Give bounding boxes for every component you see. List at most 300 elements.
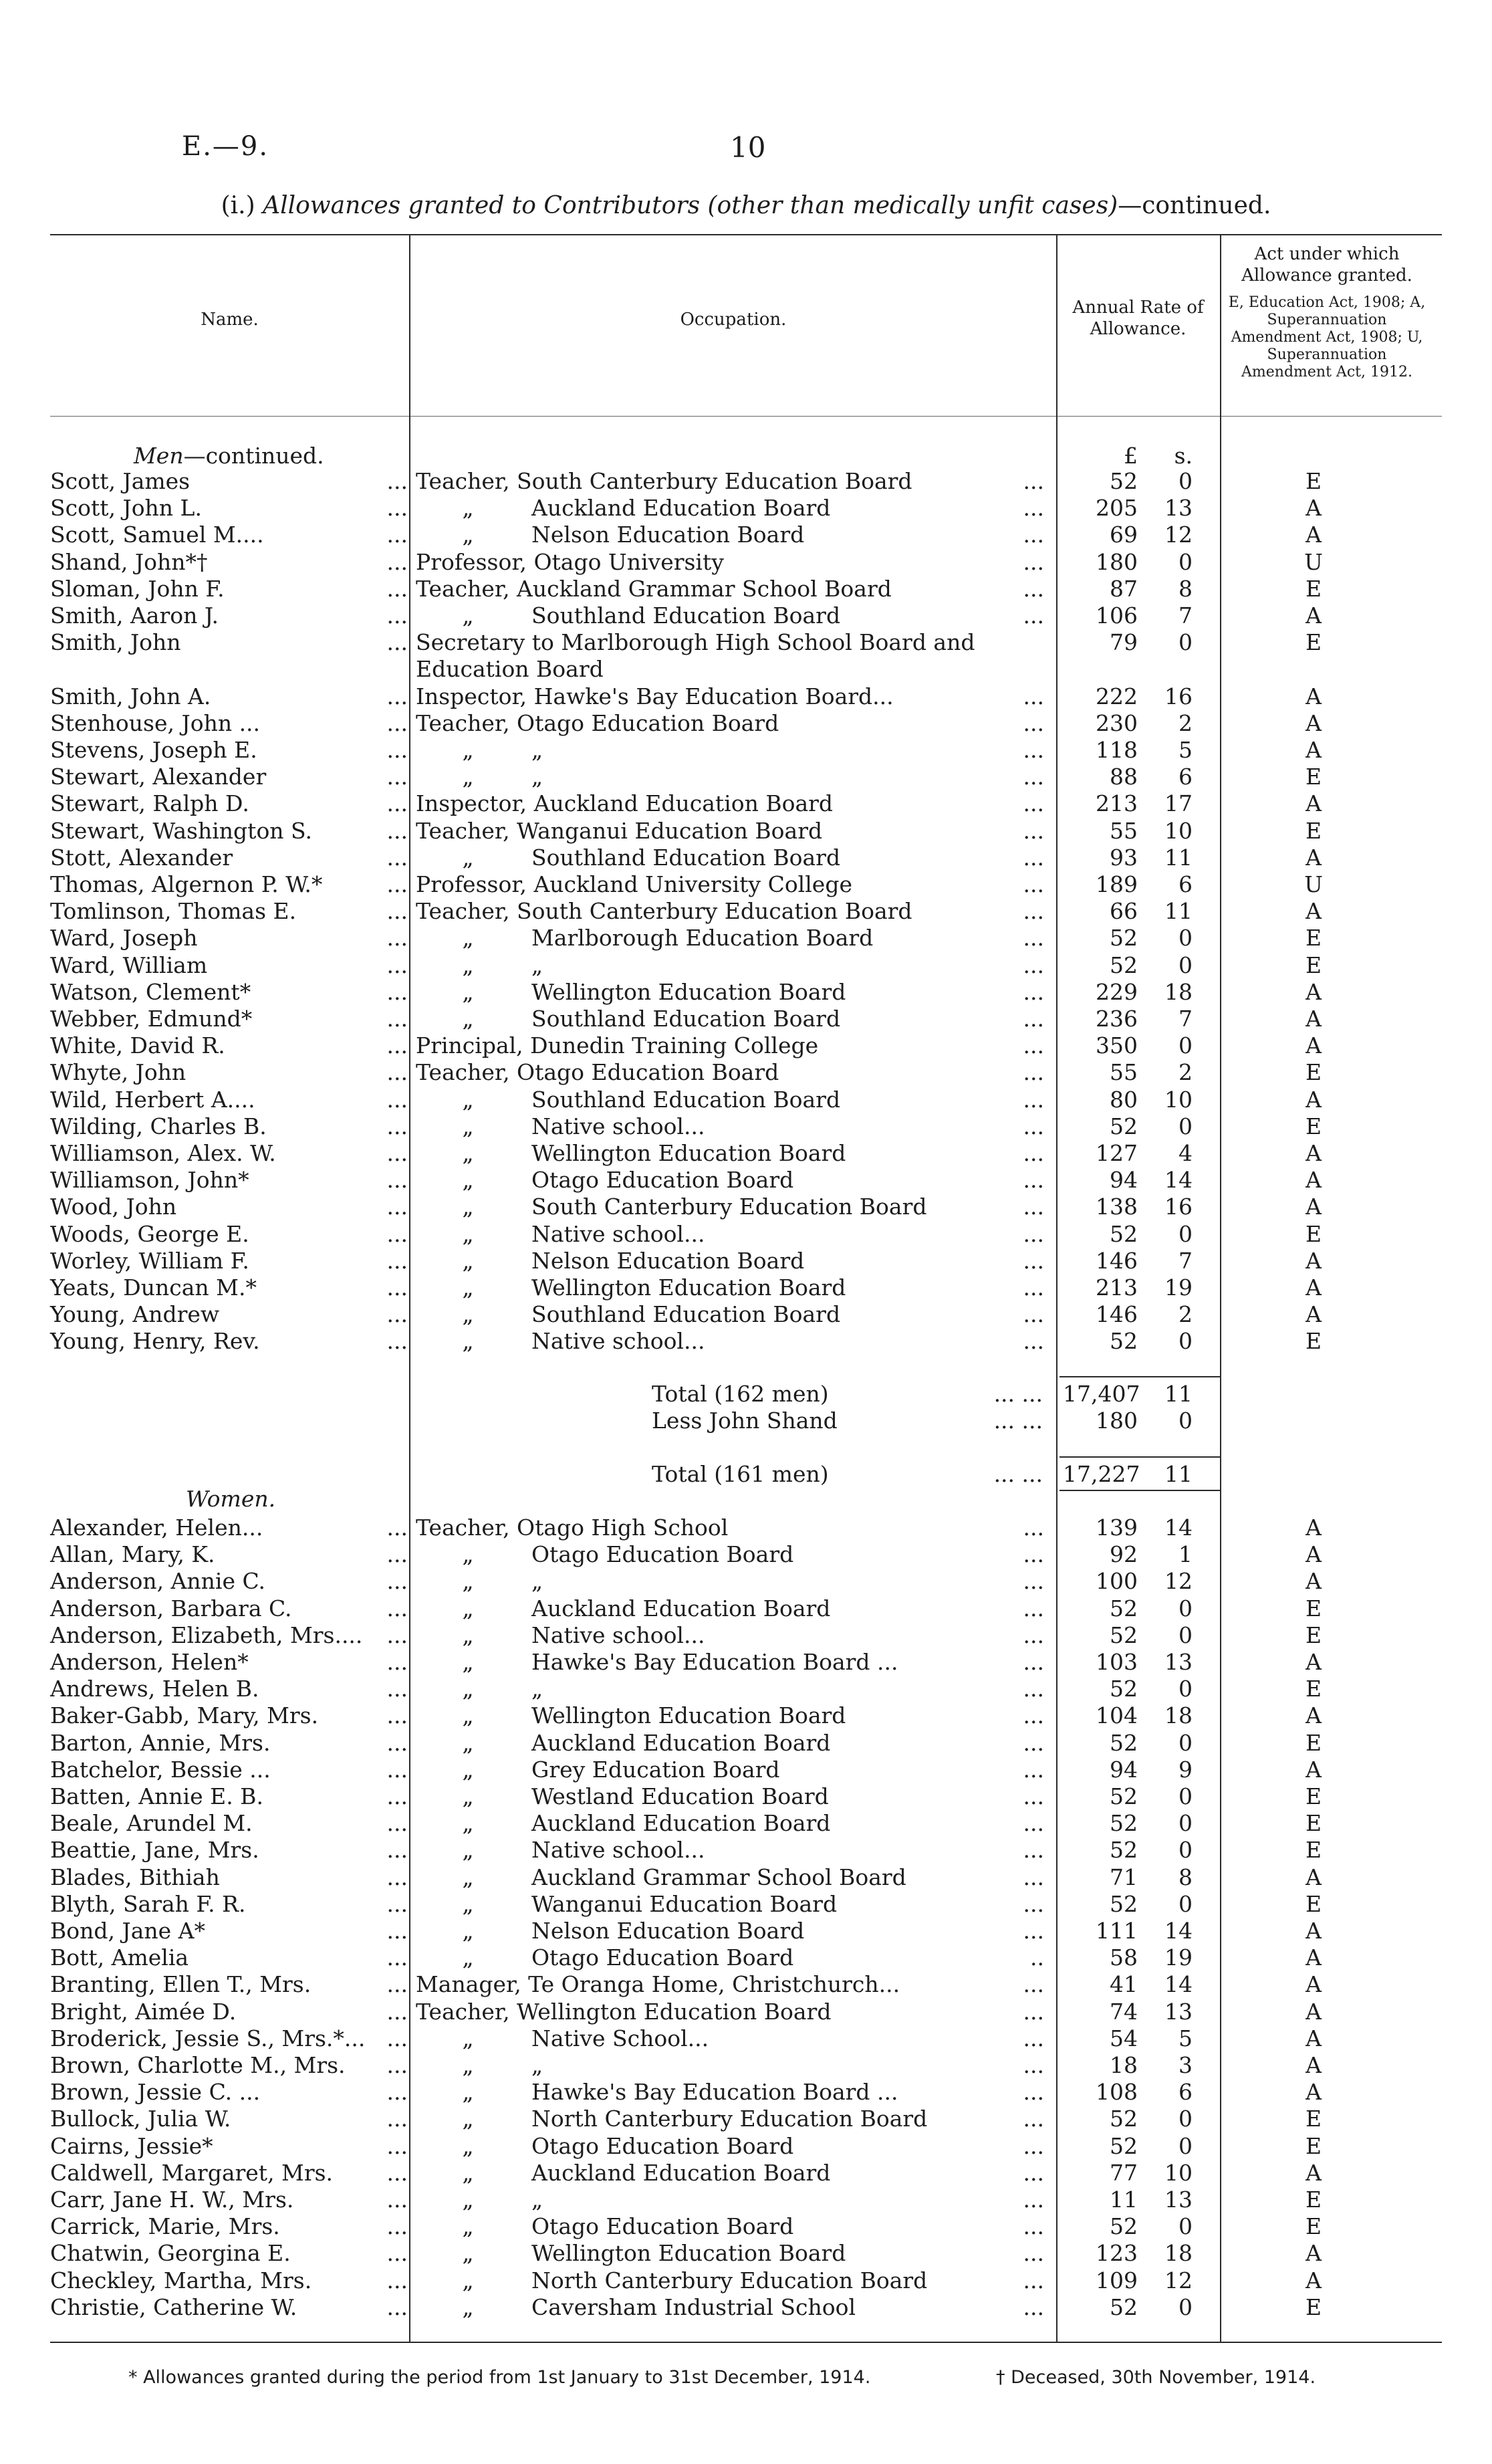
row-act-code: U	[1304, 548, 1323, 575]
row-occupation: Westland Education Board	[531, 1783, 829, 1809]
total-shillings: 11	[1164, 1381, 1193, 1407]
row-pounds: 52	[1110, 2213, 1138, 2240]
row-leader-dots: ...	[1023, 2240, 1044, 2267]
total-mid-rule	[1060, 1456, 1220, 1458]
row-name: Bond, Jane A*	[50, 1918, 205, 1944]
row-act-code: E	[1305, 1729, 1322, 1756]
row-pounds: 52	[1110, 1328, 1138, 1355]
row-act-code: A	[1306, 602, 1322, 629]
table-row	[0, 1113, 1492, 1140]
row-occupation: „	[531, 1676, 543, 1702]
table-row	[0, 2213, 1492, 2240]
row-ditto-mark: „	[462, 2293, 474, 2320]
row-name: Beattie, Jane, Mrs.	[50, 1837, 259, 1864]
row-ditto-mark: „	[462, 522, 474, 548]
row-act-code: A	[1306, 1649, 1322, 1675]
table-row	[0, 1918, 1492, 1944]
row-leader-dots: ...	[1023, 1032, 1044, 1059]
row-leader-dots: ...	[1023, 1515, 1044, 1541]
row-occupation: Teacher, Otago Education Board	[416, 709, 779, 736]
row-ditto-mark: „	[462, 978, 474, 1005]
row-act-code: A	[1306, 2025, 1322, 2051]
row-pounds: 54	[1110, 2025, 1138, 2051]
row-ditto-mark: „	[462, 2213, 474, 2240]
row-pounds: 11	[1110, 2187, 1138, 2213]
row-shillings: 0	[1178, 548, 1193, 575]
page-number: 10	[730, 131, 766, 164]
row-ditto-mark: „	[462, 737, 474, 763]
row-leader: ...	[386, 1059, 408, 1086]
row-occupation: „	[531, 2187, 543, 2213]
row-leader: ...	[386, 1006, 408, 1032]
row-name: Whyte, John	[50, 1059, 186, 1086]
table-row	[0, 2294, 1492, 2321]
row-act-code: A	[1306, 1194, 1322, 1220]
row-leader: ...	[386, 495, 408, 522]
row-occupation: Wanganui Education Board	[531, 1890, 838, 1917]
row-occupation: Teacher, Auckland Grammar School Board	[416, 575, 892, 602]
row-leader: ...	[386, 709, 408, 736]
row-leader-dots: ...	[1023, 2052, 1044, 2078]
row-ditto-mark: „	[462, 1676, 474, 1702]
row-name: Smith, John	[50, 629, 181, 656]
row-occupation: Native school...	[531, 1113, 705, 1139]
table-row	[0, 576, 1492, 602]
row-leader: ...	[386, 1971, 408, 1998]
row-name: Anderson, Annie C.	[50, 1568, 266, 1595]
row-leader-dots: ...	[1023, 1167, 1044, 1194]
row-leader: ...	[386, 1568, 408, 1595]
row-shillings: 14	[1164, 1167, 1193, 1194]
row-leader: ...	[386, 2240, 408, 2267]
table-row	[0, 898, 1492, 925]
row-occupation: Native School...	[531, 2025, 709, 2051]
row-name: Stewart, Ralph D.	[50, 790, 249, 817]
row-occupation: Nelson Education Board	[531, 1918, 805, 1944]
row-act-code: A	[1306, 1167, 1322, 1194]
row-pounds: 146	[1096, 1301, 1138, 1328]
row-leader-dots: ...	[1023, 468, 1044, 494]
row-leader-dots: ...	[1023, 1756, 1044, 1783]
row-name: Christie, Catherine W.	[50, 2293, 297, 2320]
row-ditto-mark: „	[462, 1864, 474, 1890]
row-occupation: Nelson Education Board	[531, 1247, 805, 1274]
row-leader: ...	[386, 2025, 408, 2051]
header-bottom-rule	[50, 416, 1442, 417]
row-occupation: Inspector, Auckland Education Board	[416, 790, 834, 817]
table-row	[0, 1649, 1492, 1676]
table-row	[0, 1006, 1492, 1032]
row-ditto-mark: „	[462, 2052, 474, 2078]
row-leader: ...	[386, 2052, 408, 2078]
row-leader: ...	[386, 1918, 408, 1944]
row-name: Wilding, Charles B.	[50, 1113, 267, 1139]
row-ditto-mark: „	[462, 1702, 474, 1729]
footnote-star: * Allowances granted during the period from 1st January to 31st December, 1914.	[128, 2367, 871, 2388]
total-pounds: 17,407	[1063, 1381, 1140, 1407]
row-leader: ...	[386, 602, 408, 629]
row-shillings: 13	[1164, 2187, 1193, 2213]
caption-suffix: —continued.	[1118, 192, 1271, 219]
row-ditto-mark: „	[462, 495, 474, 522]
row-pounds: 146	[1096, 1247, 1138, 1274]
total-bottom-rule	[1060, 1490, 1220, 1491]
row-pounds: 52	[1110, 468, 1138, 494]
row-name: Anderson, Barbara C.	[50, 1595, 292, 1621]
row-leader-dots: ...	[1023, 495, 1044, 522]
row-leader: ...	[386, 683, 408, 709]
row-act-code: E	[1305, 1595, 1322, 1621]
row-occupation: Principal, Dunedin Training College	[416, 1032, 819, 1059]
row-shillings: 0	[1178, 925, 1193, 951]
row-leader-dots: ...	[1023, 2025, 1044, 2051]
total-row	[0, 1381, 1492, 1408]
row-act-code: A	[1306, 1274, 1322, 1301]
men-title: Men	[134, 443, 184, 469]
row-act-code: A	[1306, 2079, 1322, 2106]
row-shillings: 10	[1164, 817, 1193, 844]
row-pounds: 77	[1110, 2159, 1138, 2186]
row-ditto-mark: „	[462, 1194, 474, 1220]
row-shillings: 0	[1178, 1032, 1193, 1059]
row-leader: ...	[386, 629, 408, 656]
row-pounds: 230	[1096, 709, 1138, 736]
row-pounds: 103	[1096, 1649, 1138, 1675]
row-pounds: 52	[1110, 1621, 1138, 1648]
row-act-code: A	[1306, 844, 1322, 871]
header-top-rule	[50, 234, 1442, 235]
row-name: Stevens, Joseph E.	[50, 737, 257, 763]
row-leader: ...	[386, 844, 408, 871]
row-name: Shand, John*†	[50, 548, 208, 575]
row-leader: ...	[386, 1220, 408, 1247]
row-leader: ...	[386, 2293, 408, 2320]
row-leader: ...	[386, 2106, 408, 2132]
total-leader: ... ...	[993, 1461, 1043, 1487]
row-act-code: E	[1305, 575, 1322, 602]
row-leader: ...	[386, 790, 408, 817]
row-pounds: 139	[1096, 1515, 1138, 1541]
row-leader: ...	[386, 2159, 408, 2186]
row-ditto-mark: „	[462, 1140, 474, 1166]
occupation-column-header: Occupation.	[680, 310, 787, 330]
row-act-code: E	[1305, 2213, 1322, 2240]
table-row	[0, 1059, 1492, 1086]
table-row	[0, 1622, 1492, 1649]
table-row	[0, 522, 1492, 548]
row-pounds: 222	[1096, 683, 1138, 709]
row-leader-dots: ...	[1023, 1676, 1044, 1702]
act-column-title: Act under which Allowance granted.	[1241, 244, 1412, 286]
table-row	[0, 818, 1492, 845]
table-row	[0, 1568, 1492, 1595]
row-leader-dots: ...	[1023, 1702, 1044, 1729]
row-pounds: 213	[1096, 790, 1138, 817]
row-occupation: Native school...	[531, 1837, 705, 1864]
row-leader: ...	[386, 978, 408, 1005]
row-name: Woods, George E.	[50, 1220, 249, 1247]
row-ditto-mark: „	[462, 2187, 474, 2213]
row-act-code: E	[1305, 1783, 1322, 1809]
men-title-suffix: —continued.	[183, 443, 324, 469]
row-act-code: E	[1305, 925, 1322, 951]
row-name: Worley, William F.	[50, 1247, 249, 1274]
table-row	[0, 925, 1492, 951]
row-pounds: 52	[1110, 1890, 1138, 1917]
table-row	[0, 1087, 1492, 1113]
women-section-title: Women.	[186, 1486, 276, 1512]
row-ditto-mark: „	[462, 1621, 474, 1648]
row-leader-dots: ...	[1023, 1729, 1044, 1756]
table-bottom-rule	[50, 2342, 1442, 2343]
row-ditto-mark: „	[462, 2106, 474, 2132]
row-occupation: „	[531, 764, 543, 790]
row-occupation: Auckland Education Board	[531, 2159, 831, 2186]
caption-prefix: (i.)	[221, 192, 255, 219]
row-occupation: Teacher, Wanganui Education Board	[416, 817, 823, 844]
row-act-code: E	[1305, 629, 1322, 656]
row-pounds: 52	[1110, 951, 1138, 978]
row-act-code: E	[1305, 1621, 1322, 1648]
row-occupation: Manager, Te Oranga Home, Christchurch...	[416, 1971, 900, 1998]
row-pounds: 58	[1110, 1944, 1138, 1971]
row-ditto-mark: „	[462, 1890, 474, 1917]
row-name: Alexander, Helen...	[50, 1515, 263, 1541]
row-leader-dots: ...	[1023, 737, 1044, 763]
row-name: Wild, Herbert A....	[50, 1086, 255, 1113]
row-act-code: A	[1306, 898, 1322, 925]
total-label: Less John Shand	[652, 1408, 838, 1434]
row-leader-dots: ...	[1023, 602, 1044, 629]
row-name: Thomas, Algernon P. W.*	[50, 871, 323, 897]
row-leader: ...	[386, 1864, 408, 1890]
row-ditto-mark: „	[462, 1810, 474, 1837]
row-act-code: E	[1305, 1113, 1322, 1139]
row-shillings: 0	[1178, 2293, 1193, 2320]
row-leader-dots: ...	[1023, 844, 1044, 871]
row-shillings: 18	[1164, 978, 1193, 1005]
row-leader: ...	[386, 2132, 408, 2159]
row-name: Caldwell, Margaret, Mrs.	[50, 2159, 334, 2186]
row-shillings: 16	[1164, 683, 1193, 709]
row-act-code: E	[1305, 2187, 1322, 2213]
row-act-code: A	[1306, 2267, 1322, 2293]
row-shillings: 18	[1164, 1702, 1193, 1729]
table-row	[0, 1301, 1492, 1328]
row-leader-dots: ...	[1023, 1086, 1044, 1113]
total-label: Total (161 men)	[652, 1461, 829, 1487]
total-pounds: 180	[1096, 1408, 1138, 1434]
row-shillings: 8	[1178, 1864, 1193, 1890]
row-occupation: Teacher, South Canterbury Education Board	[416, 898, 912, 925]
total-leader: ... ...	[993, 1381, 1043, 1407]
row-leader-dots: ...	[1023, 2293, 1044, 2320]
row-shillings: 0	[1178, 1595, 1193, 1621]
row-pounds: 41	[1110, 1971, 1138, 1998]
row-ditto-mark: „	[462, 2267, 474, 2293]
row-shillings: 10	[1164, 1086, 1193, 1113]
table-row	[0, 1194, 1492, 1220]
table-row	[0, 1328, 1492, 1355]
row-leader-dots: ...	[1023, 1247, 1044, 1274]
row-shillings: 0	[1178, 2132, 1193, 2159]
row-name: Bullock, Julia W.	[50, 2106, 231, 2132]
table-row	[0, 1541, 1492, 1568]
row-shillings: 0	[1178, 1890, 1193, 1917]
row-act-code: A	[1306, 709, 1322, 736]
table-row	[0, 845, 1492, 871]
row-act-code: E	[1305, 817, 1322, 844]
row-act-code: A	[1306, 1086, 1322, 1113]
row-leader-dots: ...	[1023, 951, 1044, 978]
row-shillings: 0	[1178, 1220, 1193, 1247]
row-ditto-mark: „	[462, 844, 474, 871]
row-occupation: „	[531, 2052, 543, 2078]
row-occupation: Native school...	[531, 1621, 705, 1648]
table-row	[0, 871, 1492, 898]
rate-column-header: Annual Rate of Allowance.	[1072, 298, 1204, 339]
units-row	[0, 443, 1492, 469]
row-ditto-mark: „	[462, 925, 474, 951]
row-occupation: Auckland Education Board	[531, 1729, 831, 1756]
row-pounds: 118	[1096, 737, 1138, 763]
row-shillings: 17	[1164, 790, 1193, 817]
row-leader: ...	[386, 1944, 408, 1971]
row-shillings: 4	[1178, 1140, 1193, 1166]
row-name: Young, Henry, Rev.	[50, 1328, 260, 1355]
row-ditto-mark: „	[462, 1944, 474, 1971]
row-shillings: 6	[1178, 2079, 1193, 2106]
row-ditto-mark: „	[462, 2132, 474, 2159]
row-shillings: 0	[1178, 1837, 1193, 1864]
row-shillings: 0	[1178, 1729, 1193, 1756]
row-occupation: Inspector, Hawke's Bay Education Board...	[416, 683, 894, 709]
row-pounds: 52	[1110, 1595, 1138, 1621]
row-leader: ...	[386, 1301, 408, 1328]
table-row	[0, 764, 1492, 790]
row-occupation: Auckland Education Board	[531, 495, 831, 522]
table-row	[0, 1730, 1492, 1757]
row-occupation: Education Board	[416, 656, 604, 683]
row-leader: ...	[386, 548, 408, 575]
row-pounds: 18	[1110, 2052, 1138, 2078]
row-leader: ...	[386, 1783, 408, 1809]
row-name: Bott, Amelia	[50, 1944, 189, 1971]
row-ditto-mark: „	[462, 2025, 474, 2051]
row-pounds: 55	[1110, 1059, 1138, 1086]
table-row	[0, 1248, 1492, 1274]
row-ditto-mark: „	[462, 1328, 474, 1355]
row-name: Stenhouse, John ...	[50, 709, 261, 736]
row-leader-dots: ...	[1023, 1621, 1044, 1648]
row-act-code: A	[1306, 737, 1322, 763]
row-occupation: Auckland Grammar School Board	[531, 1864, 906, 1890]
row-ditto-mark: „	[462, 764, 474, 790]
table-row	[0, 2106, 1492, 2132]
row-leader: ...	[386, 1676, 408, 1702]
row-leader: ...	[386, 737, 408, 763]
row-pounds: 104	[1096, 1702, 1138, 1729]
row-pounds: 71	[1110, 1864, 1138, 1890]
table-row	[0, 2267, 1492, 2294]
row-leader-dots: ...	[1023, 1113, 1044, 1139]
row-act-code: E	[1305, 764, 1322, 790]
row-pounds: 106	[1096, 602, 1138, 629]
row-name: Anderson, Helen*	[50, 1649, 249, 1675]
row-leader: ...	[386, 1890, 408, 1917]
row-leader-dots: ...	[1023, 1595, 1044, 1621]
row-occupation: „	[531, 737, 543, 763]
total-shillings: 11	[1164, 1461, 1193, 1487]
row-pounds: 88	[1110, 764, 1138, 790]
table-row	[0, 1676, 1492, 1702]
row-leader: ...	[386, 1247, 408, 1274]
row-ditto-mark: „	[462, 1756, 474, 1783]
row-act-code: E	[1305, 1676, 1322, 1702]
row-leader: ...	[386, 1032, 408, 1059]
row-occupation: Teacher, Otago Education Board	[416, 1059, 779, 1086]
row-leader-dots: ...	[1023, 2132, 1044, 2159]
row-occupation: Teacher, Otago High School	[416, 1515, 729, 1541]
row-occupation: Southland Education Board	[531, 1086, 841, 1113]
caption-title: Allowances granted to Contributors (other than medically unfit cases)	[263, 192, 1118, 219]
row-shillings: 0	[1178, 1328, 1193, 1355]
row-occupation: Nelson Education Board	[531, 522, 805, 548]
total-shillings: 0	[1178, 1408, 1193, 1434]
row-shillings: 0	[1178, 1113, 1193, 1139]
pound-unit: £	[1124, 443, 1138, 469]
row-name: Stott, Alexander	[50, 844, 233, 871]
row-name: Stewart, Alexander	[50, 764, 267, 790]
row-ditto-mark: „	[462, 1783, 474, 1809]
row-name: Stewart, Washington S.	[50, 817, 312, 844]
row-leader-dots: ...	[1023, 548, 1044, 575]
row-shillings: 0	[1178, 1783, 1193, 1809]
row-shillings: 8	[1178, 575, 1193, 602]
row-occupation: Southland Education Board	[531, 602, 841, 629]
row-leader: ...	[386, 817, 408, 844]
row-pounds: 74	[1110, 1998, 1138, 2025]
row-leader-dots: ...	[1023, 1783, 1044, 1809]
row-leader: ...	[386, 764, 408, 790]
total-top-rule	[1060, 1376, 1220, 1377]
row-shillings: 0	[1178, 951, 1193, 978]
row-ditto-mark: „	[462, 1837, 474, 1864]
row-name: Young, Andrew	[50, 1301, 220, 1328]
row-act-code: A	[1306, 2240, 1322, 2267]
row-name: Carr, Jane H. W., Mrs.	[50, 2187, 294, 2213]
row-leader-dots: ...	[1023, 1837, 1044, 1864]
row-act-code: E	[1305, 2106, 1322, 2132]
row-pounds: 189	[1096, 871, 1138, 897]
row-shillings: 0	[1178, 2106, 1193, 2132]
row-shillings: 10	[1164, 2159, 1193, 2186]
row-shillings: 12	[1164, 522, 1193, 548]
row-leader: ...	[386, 1113, 408, 1139]
row-ditto-mark: „	[462, 1086, 474, 1113]
row-pounds: 55	[1110, 817, 1138, 844]
table-row	[0, 1810, 1492, 1837]
row-act-code: E	[1305, 1890, 1322, 1917]
table-row	[0, 549, 1492, 576]
table-row	[0, 2187, 1492, 2213]
total-pounds: 17,227	[1063, 1461, 1140, 1487]
row-name: Batchelor, Bessie ...	[50, 1756, 271, 1783]
row-leader-dots: ...	[1023, 978, 1044, 1005]
row-leader-dots: ..	[1030, 1944, 1044, 1971]
row-occupation: North Canterbury Education Board	[531, 2267, 928, 2293]
row-ditto-mark: „	[462, 1918, 474, 1944]
